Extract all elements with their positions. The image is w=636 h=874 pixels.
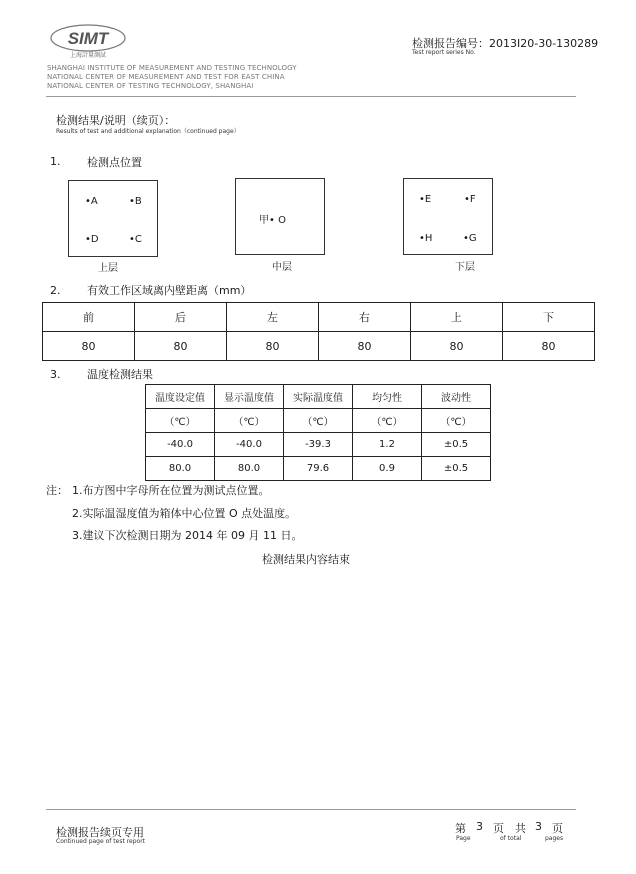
logo-subtext: 上海計量測試	[69, 52, 107, 59]
report-number-value: 2013I20-30-130289	[489, 37, 599, 50]
temperature-header-cell: 均匀性	[353, 385, 422, 409]
distance-header-cell: 下	[503, 303, 595, 332]
temperature-cell: -39.3	[284, 433, 353, 457]
note-item-3: 3.建议下次检测日期为 2014 年 09 月 11 日。	[72, 529, 303, 542]
footer-page-number: 3	[476, 820, 483, 833]
note-item-2: 2.实际温湿度值为箱体中心位置 O 点处温度。	[72, 507, 297, 520]
distance-table	[42, 302, 595, 361]
point-d: •D	[85, 234, 99, 245]
temperature-header-row	[146, 385, 491, 409]
footer-total-number: 3	[535, 820, 542, 833]
institute-line-1: SHANGHAI INSTITUTE OF MEASUREMENT AND TESTING TECHNOLOGY	[47, 64, 297, 72]
footer-divider	[46, 809, 576, 810]
temperature-header-cell: 显示温度值	[215, 385, 284, 409]
point-e: •E	[419, 194, 432, 205]
section-title: 检测结果/说明（续页）：	[56, 114, 176, 127]
temperature-row	[146, 457, 491, 481]
middle-layer-box	[235, 178, 325, 255]
footer-page-en: Page	[456, 835, 471, 842]
footer-page-label: 第	[455, 822, 466, 835]
temperature-unit-cell: （℃）	[215, 409, 284, 433]
distance-header-cell: 后	[135, 303, 227, 332]
report-number-label: 检测报告编号：	[412, 37, 489, 50]
institute-line-3: NATIONAL CENTER OF TESTING TECHNOLOGY, SHANGHAI	[47, 82, 254, 90]
temperature-unit-cell: （℃）	[422, 409, 491, 433]
temperature-row	[146, 433, 491, 457]
temperature-cell: 79.6	[284, 457, 353, 481]
point-b: •B	[129, 196, 142, 207]
distance-value-cell: 80	[227, 332, 319, 361]
point-a: •A	[85, 196, 98, 207]
section-1-heading: 检测点位置	[87, 156, 142, 169]
footer-total-unit: 页	[552, 822, 563, 835]
temperature-cell: -40.0	[146, 433, 215, 457]
temperature-cell: ±0.5	[422, 433, 491, 457]
note-item-1: 1.布方图中字母所在位置为测试点位置。	[72, 484, 270, 497]
lower-layer-caption: 下层	[455, 262, 475, 273]
temperature-cell: ±0.5	[422, 457, 491, 481]
footer-continued-label: 检测报告续页专用	[56, 826, 144, 839]
section-2-heading: 有效工作区域离内壁距离（mm）	[87, 284, 252, 297]
distance-value-cell: 80	[319, 332, 411, 361]
simt-logo	[48, 22, 128, 60]
notes-prefix: 注：	[46, 484, 68, 497]
distance-value-row	[43, 332, 595, 361]
distance-header-row	[43, 303, 595, 332]
distance-value-cell: 80	[503, 332, 595, 361]
temperature-cell: 80.0	[146, 457, 215, 481]
point-o: 甲• O	[259, 215, 286, 226]
point-g: •G	[463, 233, 477, 244]
temperature-header-cell: 波动性	[422, 385, 491, 409]
point-f: •F	[464, 194, 476, 205]
upper-layer-caption: 上层	[98, 263, 118, 274]
footer-pages-en: pages	[545, 835, 564, 842]
temperature-cell: 0.9	[353, 457, 422, 481]
temperature-cell: -40.0	[215, 433, 284, 457]
temperature-unit-row	[146, 409, 491, 433]
lower-layer-box	[403, 178, 493, 255]
end-of-results-text: 检测结果内容结束	[262, 553, 350, 566]
section-1-number: 1.	[50, 155, 61, 168]
distance-header-cell: 上	[411, 303, 503, 332]
distance-value-cell: 80	[135, 332, 227, 361]
footer-total-label: 共	[515, 822, 526, 835]
institute-line-2: NATIONAL CENTER OF MEASUREMENT AND TEST FOR EAST CHINA	[47, 73, 285, 81]
logo-text: SIMT	[67, 29, 109, 48]
footer-total-en: of total	[500, 835, 522, 842]
point-h: •H	[419, 233, 433, 244]
section-2-number: 2.	[50, 284, 61, 297]
temperature-header-cell: 温度设定值	[146, 385, 215, 409]
temperature-cell: 1.2	[353, 433, 422, 457]
distance-header-cell: 前	[43, 303, 135, 332]
temperature-unit-cell: （℃）	[284, 409, 353, 433]
section-title-en: Results of test and additional explanation（continued page）	[56, 128, 240, 135]
temperature-unit-cell: （℃）	[353, 409, 422, 433]
distance-header-cell: 右	[319, 303, 411, 332]
section-3-heading: 温度检测结果	[87, 368, 153, 381]
temperature-unit-cell: （℃）	[146, 409, 215, 433]
report-number-en: Test report series No.	[412, 49, 476, 56]
temperature-cell: 80.0	[215, 457, 284, 481]
footer-page-unit: 页	[493, 822, 504, 835]
upper-layer-box	[68, 180, 158, 257]
temperature-table	[145, 384, 491, 481]
point-c: •C	[129, 234, 142, 245]
distance-value-cell: 80	[43, 332, 135, 361]
distance-value-cell: 80	[411, 332, 503, 361]
footer-continued-label-en: Continued page of test report	[56, 838, 146, 845]
distance-header-cell: 左	[227, 303, 319, 332]
temperature-header-cell: 实际温度值	[284, 385, 353, 409]
section-3-number: 3.	[50, 368, 61, 381]
header-divider	[46, 96, 576, 97]
middle-layer-caption: 中层	[272, 262, 292, 273]
